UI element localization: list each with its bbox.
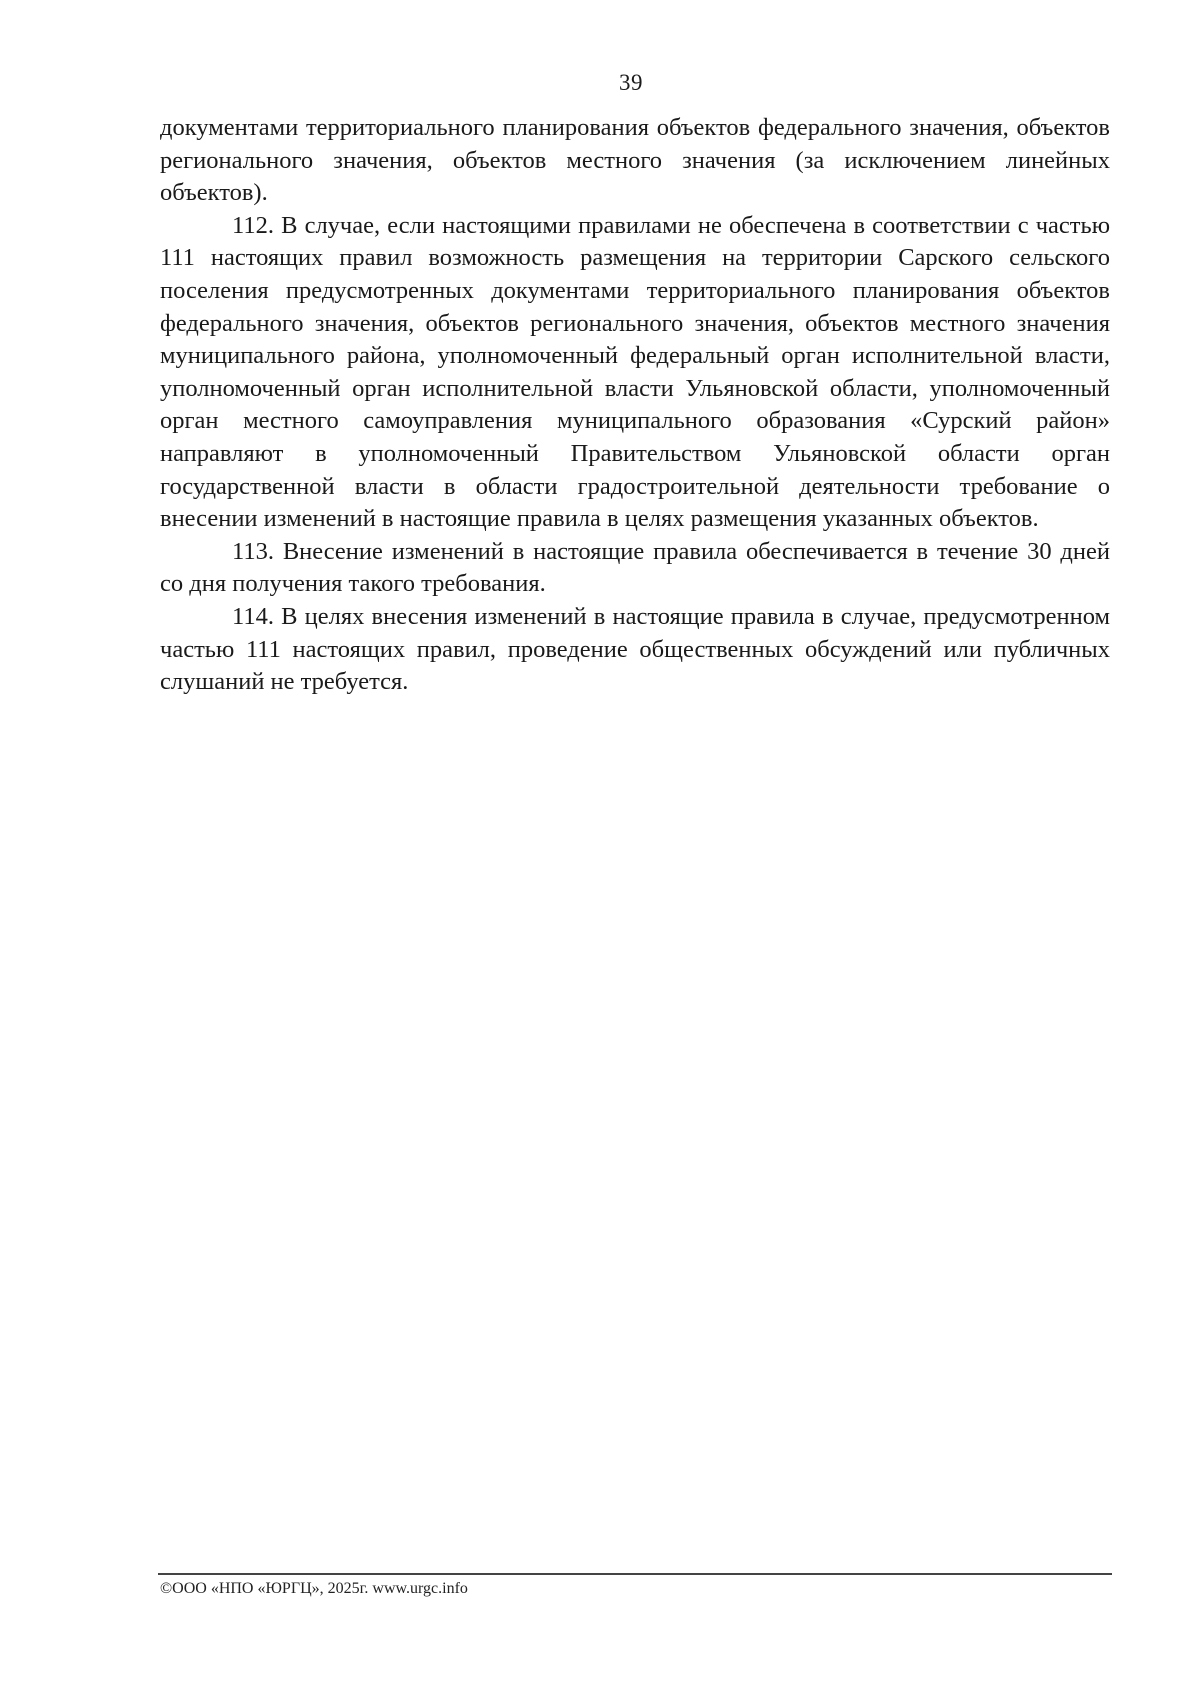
paragraph-114: 114. В целях внесения изменений в настоящие правила в случае, предусмотренном частью 111 настоящих правил, проведение общественных обсуждений или публичных слушаний не требуется. bbox=[160, 602, 1110, 696]
page-number: 39 bbox=[619, 70, 643, 95]
footer-divider bbox=[158, 1573, 1112, 1575]
paragraph-113: 113. Внесение изменений в настоящие правила обеспечивается в течение 30 дней со дня получения такого требования. bbox=[160, 537, 1110, 598]
footer-copyright: ©ООО «НПО «ЮРГЦ», 2025г. www.urgc.info bbox=[160, 1580, 468, 1597]
paragraph-continuation: документами территориального планирования объектов федерального значения, объектов регионального значения, объектов местного значения (за исключением линейных объектов). bbox=[160, 114, 1110, 207]
document-body bbox=[160, 112, 1110, 699]
paragraph-112: 112. В случае, если настоящими правилами не обеспечена в соответствии с частью 111 настоящих правил возможность размещения на территории Сарского сельского поселения предусмотренных документами территориального планирования объектов федерального значения, объектов регионального значения, объектов местного значения муниципального района, уполномоченный федеральный орган исполнительной власти, уполномоченный орган исполнительной власти Ульяновской области, уполномоченный орган местного самоуправления муниципального образования «Сурский район» направляют в уполномоченный Правительством Ульяновской области орган государственной власти в области градостроительной деятельности требование о внесении изменений в настоящие правила в целях размещения указанных объектов. bbox=[160, 211, 1110, 533]
